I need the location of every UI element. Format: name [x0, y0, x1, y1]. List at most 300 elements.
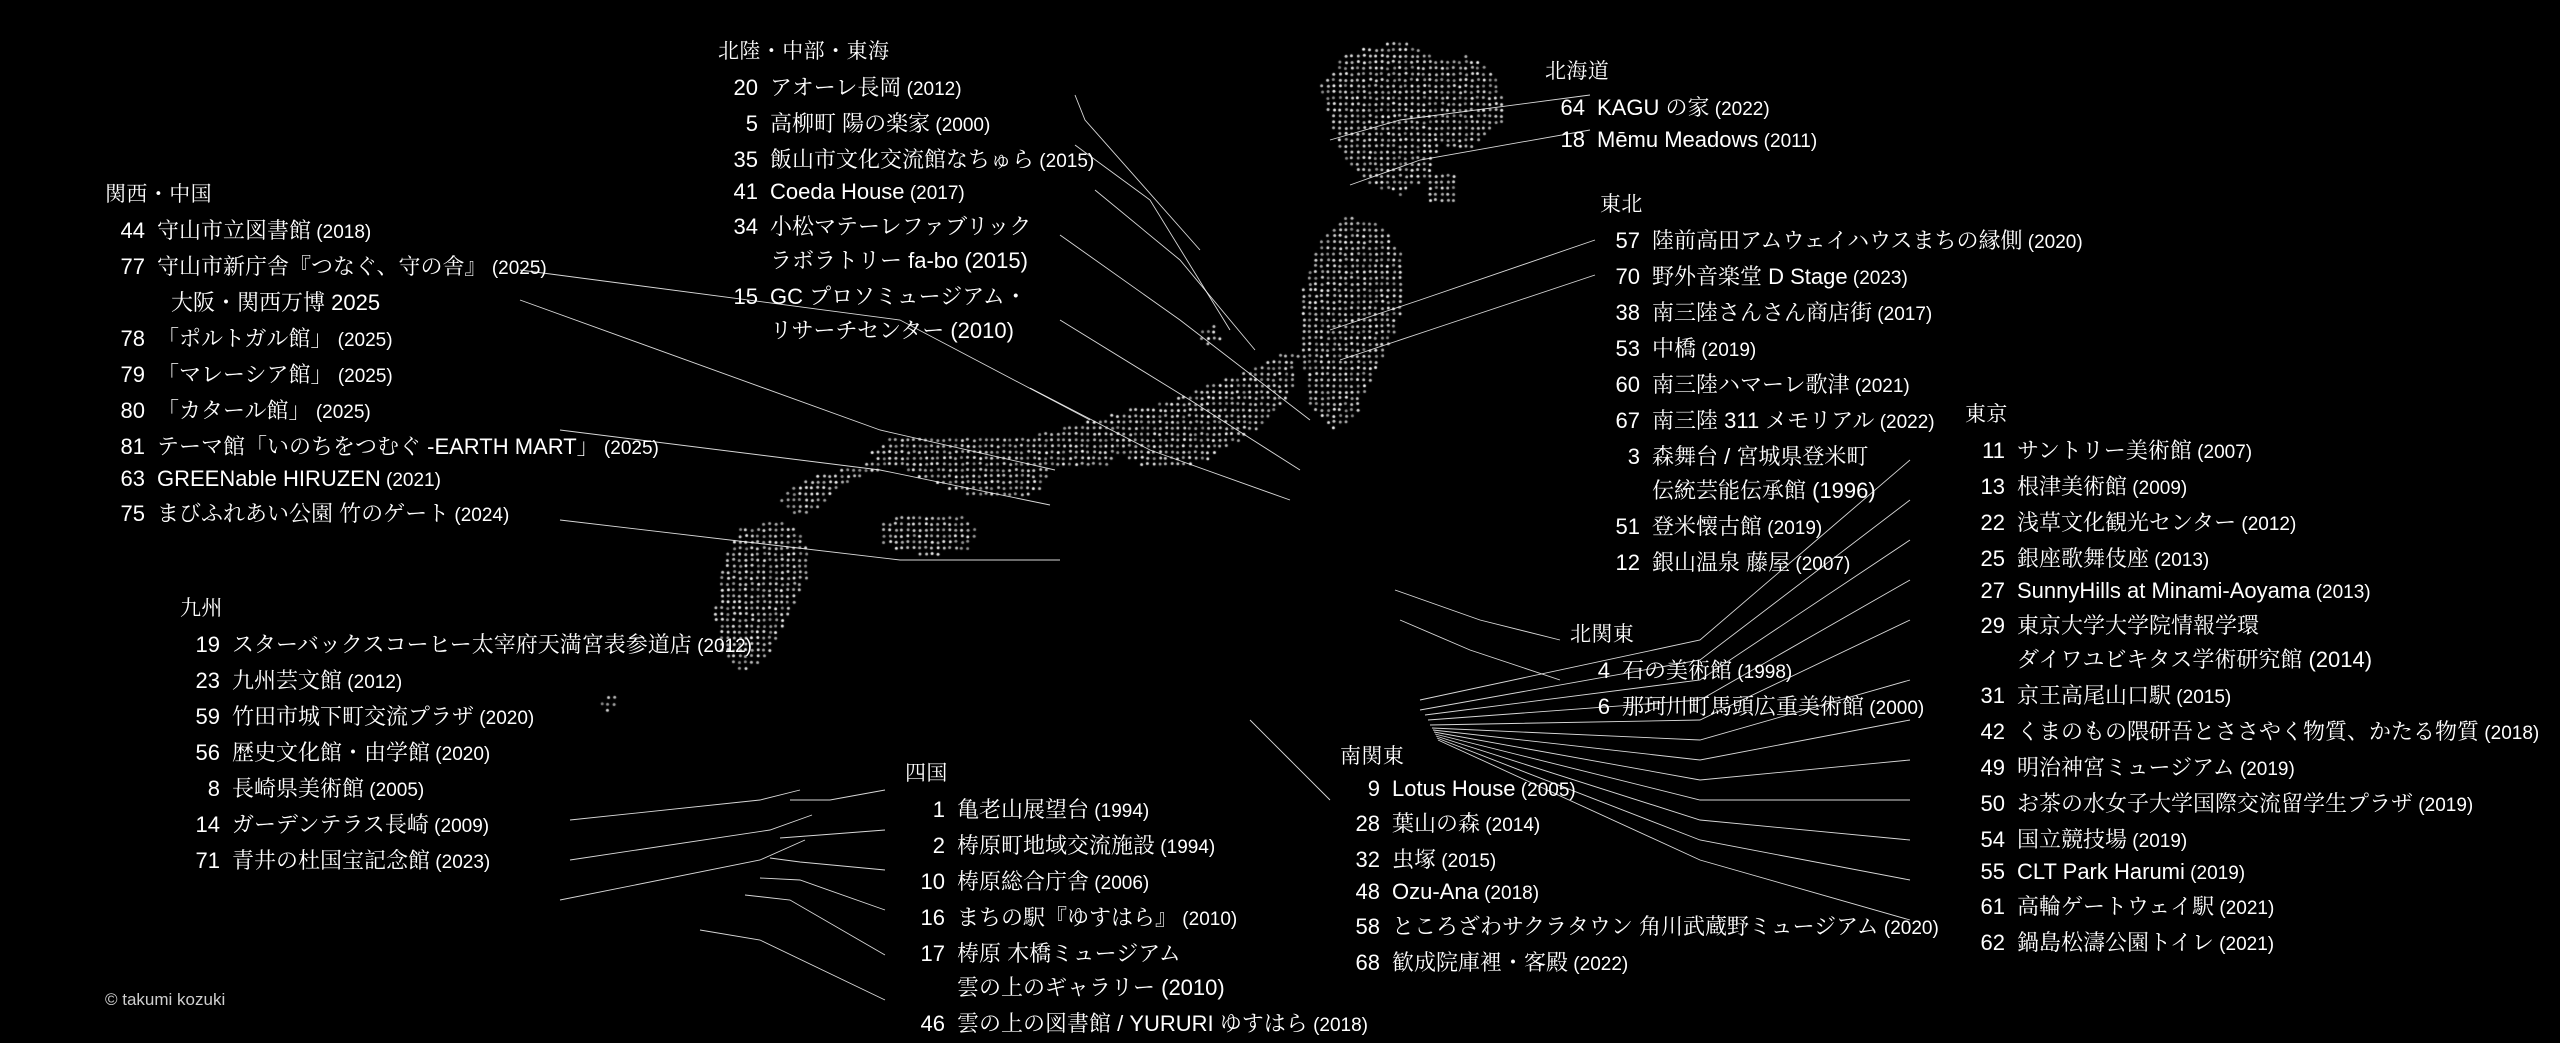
project-name: Lotus House	[1392, 776, 1516, 801]
project-label	[232, 808, 489, 839]
project-label	[232, 844, 490, 875]
project-label	[2017, 890, 2274, 921]
project-year: (2019)	[1762, 518, 1823, 539]
project-number: 5	[745, 111, 758, 136]
project-label	[2017, 859, 2245, 885]
project-year: (2025)	[310, 402, 371, 423]
project-year: (2022)	[1568, 954, 1629, 975]
project-year: (2005)	[364, 780, 425, 801]
project-name: 那珂川町馬頭広重美術館	[1622, 694, 1865, 719]
project-year: (2019)	[2234, 759, 2295, 780]
project-number: 58	[1355, 914, 1380, 939]
project-label	[1597, 91, 1770, 122]
project-name: 長崎県美術館	[232, 776, 365, 801]
project-year: (2023)	[430, 852, 491, 873]
project-number: 32	[1355, 847, 1380, 872]
project-label	[157, 322, 393, 353]
project-name: 高柳町 陽の楽家	[770, 111, 931, 136]
project-entry[interactable]	[180, 844, 752, 875]
project-number: 11	[1982, 438, 2005, 463]
project-number: 59	[195, 704, 220, 729]
project-number: 27	[1980, 578, 2005, 603]
project-entry[interactable]	[105, 466, 659, 492]
group-kansai-chugoku	[105, 178, 659, 533]
project-year: (2009)	[2127, 478, 2188, 499]
project-entry[interactable]	[905, 793, 1368, 824]
project-number: 18	[1560, 127, 1585, 152]
project-entry[interactable]	[1340, 946, 1939, 977]
project-year: (2013)	[2149, 550, 2210, 571]
project-name: 九州芸文館	[232, 668, 343, 693]
project-entry[interactable]	[718, 179, 1094, 205]
project-number: 35	[733, 147, 758, 172]
project-name: ガーデンテラス長崎	[232, 812, 429, 837]
project-label-continued: 雲の上のギャラリー (2010)	[957, 975, 1225, 1000]
project-label	[157, 394, 371, 425]
project-label	[957, 865, 1149, 896]
project-year: (2012)	[2236, 514, 2297, 535]
project-entry[interactable]	[180, 628, 752, 659]
group-shikoku	[905, 757, 1368, 1043]
project-label	[770, 71, 962, 102]
project-entry[interactable]	[105, 250, 659, 281]
project-label	[2017, 679, 2231, 710]
project-entry[interactable]	[1600, 224, 2083, 255]
project-name: 中橋	[1652, 336, 1697, 361]
project-year: (2015)	[1436, 851, 1497, 872]
project-year: (1994)	[1089, 801, 1150, 822]
project-label-continued: ダイワユビキタス学術研究館 (2014)	[2017, 647, 2373, 672]
project-year: (2021)	[2213, 934, 2275, 955]
project-label	[770, 143, 1094, 174]
project-label	[232, 772, 424, 803]
project-number: 42	[1980, 719, 2005, 744]
project-number: 13	[1980, 474, 2005, 499]
project-entry[interactable]	[180, 808, 752, 839]
project-number: 63	[120, 466, 145, 491]
project-number: 48	[1355, 879, 1380, 904]
project-year: (2011)	[1758, 131, 1818, 152]
project-label	[2017, 470, 2187, 501]
project-year: (2012)	[342, 672, 403, 693]
project-name: お茶の水女子大学国際交流留学生プラザ	[2017, 791, 2414, 816]
project-number: 54	[1980, 827, 2005, 852]
project-name: 京王高尾山口駅	[2017, 683, 2172, 708]
project-number: 16	[920, 905, 945, 930]
project-name: 葉山の森	[1392, 811, 1481, 836]
project-name: 「ポルトガル館」	[157, 326, 333, 351]
project-name: GC プロソミュージアム・	[770, 284, 1027, 309]
project-entry[interactable]	[1965, 715, 2539, 746]
project-year: (2020)	[1878, 918, 1939, 939]
project-name: 高輪ゲートウェイ駅	[2017, 894, 2215, 919]
project-entry[interactable]	[1965, 506, 2539, 537]
project-year: (2023)	[1847, 268, 1908, 289]
group-hokkaido	[1545, 55, 1817, 158]
project-label	[157, 430, 659, 461]
project-name: 南三陸さんさん商店街	[1652, 300, 1873, 325]
project-name: 登米懐古館	[1652, 514, 1763, 539]
project-entry[interactable]	[1965, 470, 2539, 501]
project-year: (2022)	[1874, 412, 1935, 433]
project-number: 50	[1980, 791, 2005, 816]
group-kyushu	[180, 592, 752, 880]
project-entry[interactable]	[1600, 368, 2083, 399]
project-entry[interactable]	[905, 865, 1368, 896]
project-label	[157, 497, 509, 528]
project-entry[interactable]	[1965, 890, 2539, 921]
project-year: (2025)	[332, 366, 393, 387]
project-number: 60	[1615, 372, 1640, 397]
project-entry[interactable]	[1570, 690, 1924, 721]
project-entry[interactable]	[1965, 751, 2539, 782]
project-entry[interactable]	[105, 214, 659, 245]
project-number: 12	[1615, 550, 1640, 575]
group-title: 北陸・中部・東海	[718, 40, 890, 63]
project-label	[1392, 879, 1539, 905]
project-entry[interactable]	[718, 107, 1094, 138]
project-number: 31	[1980, 683, 2005, 708]
project-year: (2006)	[1089, 873, 1150, 894]
project-year: (2017)	[904, 183, 965, 204]
project-number: 75	[120, 501, 145, 526]
project-label-continued: 伝統芸能伝承館 (1996)	[1652, 478, 1876, 503]
project-number: 80	[120, 398, 145, 423]
project-entry[interactable]	[1340, 843, 1939, 874]
project-entry[interactable]	[1600, 260, 2083, 291]
project-name: Mēmu Meadows	[1597, 127, 1759, 152]
project-label	[957, 1007, 1368, 1038]
project-label-continued: リサーチセンター (2010)	[770, 318, 1014, 343]
project-year: (2022)	[1709, 99, 1770, 120]
project-entry[interactable]	[1340, 776, 1939, 802]
project-label	[1652, 404, 1935, 435]
project-number: 14	[195, 812, 220, 837]
project-number: 6	[1597, 694, 1610, 719]
project-entry[interactable]	[180, 736, 752, 767]
project-year: (2005)	[1515, 780, 1576, 801]
project-year: (2018)	[2479, 723, 2540, 744]
project-year: (2021)	[1849, 376, 1910, 397]
project-number: 64	[1560, 95, 1585, 120]
project-label	[770, 210, 1031, 241]
project-name: 根津美術館	[2017, 474, 2128, 499]
project-entry[interactable]	[905, 1007, 1368, 1038]
project-name: 「カタール館」	[157, 398, 311, 423]
project-year: (2019)	[2127, 831, 2188, 852]
project-number: 41	[733, 179, 758, 204]
project-entry[interactable]	[105, 322, 659, 353]
project-year: (2019)	[2413, 795, 2474, 816]
project-entry[interactable]	[1965, 434, 2539, 465]
project-number: 62	[1980, 930, 2005, 955]
project-name: まちの駅『ゆすはら』	[957, 905, 1178, 930]
project-name: 青井の杜国宝記念館	[232, 848, 431, 873]
project-name: 梼原総合庁舎	[957, 869, 1090, 894]
project-label	[957, 793, 1149, 824]
project-year: (2025)	[598, 438, 659, 459]
project-year: (1998)	[1732, 662, 1793, 683]
project-number: 78	[120, 326, 145, 351]
project-entry[interactable]	[1965, 578, 2539, 604]
project-number: 22	[1980, 510, 2005, 535]
project-year: (2017)	[1872, 304, 1933, 325]
project-number: 67	[1615, 408, 1640, 433]
project-entry[interactable]	[718, 280, 1094, 311]
project-entry[interactable]	[105, 430, 659, 461]
project-entry[interactable]	[180, 772, 752, 803]
project-name: テーマ館「いのちをつむぐ -EARTH MART」	[157, 434, 599, 459]
project-name: 竹田市城下町交流プラザ	[232, 704, 475, 729]
project-number: 61	[1980, 894, 2005, 919]
project-number: 44	[120, 218, 145, 243]
project-label	[957, 937, 1181, 968]
project-entry[interactable]	[1570, 654, 1924, 685]
project-name: スターバックスコーヒー太宰府天満宮表参道店	[232, 632, 692, 657]
project-name: ところざわサクラタウン 角川武蔵野ミュージアム	[1392, 914, 1879, 939]
project-year: (2020)	[430, 744, 491, 765]
project-name: 石の美術館	[1622, 658, 1733, 683]
project-label	[1392, 776, 1576, 802]
project-number: 77	[120, 254, 145, 279]
project-label	[2017, 751, 2295, 782]
project-name: 梼原 木橋ミュージアム	[957, 941, 1181, 966]
project-year: (2020)	[2022, 232, 2083, 253]
project-year: (2012)	[691, 636, 753, 657]
project-number: 2	[932, 833, 945, 858]
project-number: 57	[1615, 228, 1640, 253]
project-number: 25	[1980, 546, 2005, 571]
project-year: (2019)	[2184, 863, 2246, 884]
project-label	[1652, 332, 1756, 363]
project-year: (2014)	[1480, 815, 1541, 836]
project-label	[2017, 434, 2252, 465]
project-name: 守山市立図書館	[157, 218, 312, 243]
group-title: 九州	[180, 597, 223, 620]
project-label	[1622, 654, 1792, 685]
project-year: (2015)	[1034, 151, 1095, 172]
project-number: 53	[1615, 336, 1640, 361]
project-year: (2007)	[1790, 554, 1851, 575]
project-name: 虫塚	[1392, 847, 1437, 872]
project-label	[1652, 440, 1868, 471]
project-label	[2017, 787, 2473, 818]
project-name: CLT Park Harumi	[2017, 859, 2185, 884]
project-entry[interactable]	[1965, 542, 2539, 573]
project-name: 銀座歌舞伎座	[2017, 546, 2150, 571]
project-name: サントリー美術館	[2017, 438, 2192, 463]
project-label	[157, 358, 393, 389]
group-hokuriku-chubu-tokai	[718, 35, 1094, 350]
project-name: 南三陸ハマーレ歌津	[1652, 372, 1850, 397]
project-label	[1392, 843, 1496, 874]
project-entry[interactable]	[180, 700, 752, 731]
project-number: 81	[120, 434, 145, 459]
project-label	[957, 829, 1215, 860]
project-year: (2009)	[428, 816, 490, 837]
project-number: 19	[195, 632, 220, 657]
project-year: (2018)	[311, 222, 372, 243]
project-name: 浅草文化観光センター	[2017, 510, 2237, 535]
project-name: 歓成院庫裡・客殿	[1392, 950, 1569, 975]
group-title: 四国	[905, 762, 948, 785]
project-name: GREENable HIRUZEN	[157, 466, 381, 491]
project-label	[157, 466, 441, 492]
project-year: (2025)	[486, 258, 547, 279]
project-label	[1652, 260, 1908, 291]
project-label	[2017, 715, 2539, 746]
project-year: (2013)	[2310, 582, 2371, 603]
project-name: 歴史文化館・由学館	[232, 740, 431, 765]
project-number: 9	[1367, 776, 1380, 801]
project-number: 46	[920, 1011, 945, 1036]
project-entry[interactable]	[180, 664, 752, 695]
project-number: 4	[1597, 658, 1610, 683]
project-entry[interactable]	[1965, 787, 2539, 818]
project-number: 49	[1980, 755, 2005, 780]
project-label	[232, 628, 752, 659]
project-label	[2017, 578, 2371, 604]
project-label	[1392, 946, 1628, 977]
project-entry[interactable]	[1340, 910, 1939, 941]
project-name: 大阪・関西万博 2025	[171, 290, 381, 315]
project-label	[2017, 542, 2209, 573]
project-name: まびふれあい公園 竹のゲート	[157, 501, 450, 526]
project-name: 雲の上の図書館 / YURURI ゆすはら	[957, 1011, 1308, 1036]
project-label	[1652, 296, 1932, 327]
project-name: 野外音楽堂 D Stage	[1652, 264, 1848, 289]
project-label-continued: ラボラトリー fa-bo (2015)	[770, 248, 1028, 273]
project-entry[interactable]	[905, 937, 1368, 968]
project-entry[interactable]	[1965, 926, 2539, 957]
project-year: (2020)	[474, 708, 535, 729]
project-entry[interactable]	[105, 497, 659, 528]
group-title: 東北	[1600, 193, 1643, 216]
project-label	[1597, 127, 1817, 153]
project-name: 銀山温泉 藤屋	[1652, 550, 1791, 575]
project-number: 68	[1355, 950, 1380, 975]
project-number: 10	[920, 869, 945, 894]
project-number: 34	[733, 214, 758, 239]
project-label	[232, 736, 490, 767]
project-year: (2019)	[1696, 340, 1757, 361]
project-name: Coeda House	[770, 179, 905, 204]
project-year: (2025)	[332, 330, 393, 351]
project-number: 8	[207, 776, 220, 801]
project-entry[interactable]	[1340, 879, 1939, 905]
project-label	[770, 280, 1027, 311]
group-title: 北海道	[1545, 60, 1610, 83]
project-entry[interactable]	[1545, 91, 1817, 122]
project-name: くまのもの隈研吾とささやく物質、かたる物質	[2017, 719, 2480, 744]
project-entry[interactable]	[1965, 679, 2539, 710]
project-entry[interactable]	[718, 71, 1094, 102]
group-title: 北関東	[1570, 623, 1635, 646]
project-label	[1652, 368, 1910, 399]
project-name: 南三陸 311 メモリアル	[1652, 408, 1875, 433]
project-label	[2017, 823, 2187, 854]
project-name: アオーレ長岡	[770, 75, 902, 100]
project-name: 守山市新庁舎『つなぐ、守の舎』	[157, 254, 487, 279]
project-entry[interactable]	[718, 210, 1094, 241]
project-label	[770, 107, 990, 138]
project-number: 70	[1615, 264, 1640, 289]
project-number: 1	[932, 797, 945, 822]
project-label	[2017, 506, 2296, 537]
project-entry[interactable]	[1600, 296, 2083, 327]
project-label	[157, 250, 547, 281]
project-label	[232, 664, 402, 695]
project-number: 38	[1615, 300, 1640, 325]
project-number: 28	[1355, 811, 1380, 836]
project-entry[interactable]	[105, 286, 659, 317]
project-year: (2021)	[2214, 898, 2275, 919]
project-label	[2017, 926, 2274, 957]
project-label	[1652, 546, 1850, 577]
group-kita-kanto	[1570, 618, 1924, 726]
project-name: 鍋島松濤公園トイレ	[2017, 930, 2214, 955]
project-entry[interactable]	[1340, 807, 1939, 838]
project-name: 森舞台 / 宮城県登米町	[1652, 444, 1869, 469]
project-entry[interactable]	[105, 394, 659, 425]
project-name: Ozu-Ana	[1392, 879, 1479, 904]
project-name: 明治神宮ミュージアム	[2017, 755, 2235, 780]
project-number: 71	[195, 848, 220, 873]
project-name: 陸前高田アムウェイハウスまちの縁側	[1652, 228, 2023, 253]
project-name: 東京大学大学院情報学環	[2017, 613, 2260, 638]
project-number: 79	[120, 362, 145, 387]
group-title: 関西・中国	[105, 183, 213, 206]
project-name: 「マレーシア館」	[157, 362, 333, 387]
project-number: 29	[1980, 613, 2005, 638]
project-name: 飯山市文化交流館なちゅら	[770, 147, 1035, 172]
project-number: 3	[1627, 444, 1640, 469]
group-title: 東京	[1965, 403, 2008, 426]
project-entry[interactable]	[1545, 127, 1817, 153]
project-label	[2017, 609, 2259, 640]
project-entry[interactable]	[1965, 859, 2539, 885]
project-name: 小松マテーレファブリック	[770, 214, 1032, 239]
project-number: 51	[1615, 514, 1640, 539]
project-label	[1652, 510, 1822, 541]
group-title: 南関東	[1340, 745, 1405, 768]
project-name: KAGU の家	[1597, 95, 1710, 120]
project-year: (2000)	[1864, 698, 1925, 719]
project-year: (2015)	[2171, 687, 2232, 708]
project-name: 梼原町地域交流施設	[957, 833, 1156, 858]
group-tokyo	[1965, 398, 2539, 962]
project-entry[interactable]	[1600, 332, 2083, 363]
project-entry[interactable]	[1965, 609, 2539, 640]
project-entry[interactable]	[105, 358, 659, 389]
project-label	[1392, 807, 1540, 838]
project-name: SunnyHills at Minami-Aoyama	[2017, 578, 2311, 603]
project-number: 20	[733, 75, 758, 100]
project-year: (2007)	[2191, 442, 2253, 463]
project-entry[interactable]	[718, 143, 1094, 174]
project-entry[interactable]	[905, 901, 1368, 932]
project-year: (2012)	[901, 79, 962, 100]
group-minami-kanto	[1340, 740, 1939, 982]
project-label	[957, 901, 1237, 932]
project-entry[interactable]	[905, 829, 1368, 860]
project-year: (2018)	[1307, 1015, 1368, 1036]
project-year: (2010)	[1177, 909, 1238, 930]
project-entry[interactable]	[1965, 823, 2539, 854]
project-number: 15	[733, 284, 758, 309]
project-name: 国立競技場	[2017, 827, 2128, 852]
credit-text: © takumi kozuki	[105, 990, 226, 1009]
